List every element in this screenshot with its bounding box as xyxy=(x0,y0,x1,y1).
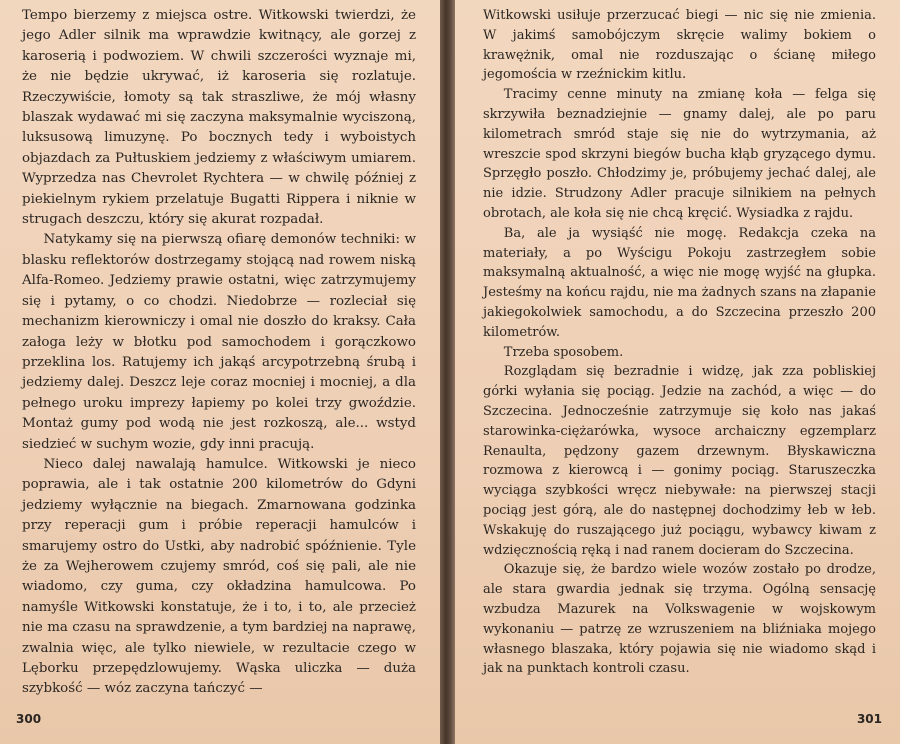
paragraph: Tempo bierzemy z miejsca ostre. Witkowski twierdzi, że jego Adler silnik ma wprawdzie kwitnący, ale gorzej z karoserią i podwoziem. W chwili szczerości wyznaje mi, że nie będzie ukrywać, iż karoseria się rozlatuje. Rzeczywiście, łomoty są tak straszliwe, że mój własny blaszak wydawać mi się zaczyna maksymalnie wyciszoną, luksusową limuzynę. Po bocznych tedy i wyboistych objazdach za Pułtuskiem jedziemy z właściwym umiarem. Wyprzedza nas Chevrolet Rychtera — w chwilę później z piekielnym rykiem przelatuje Bugatti Rippera i niknie w strugach deszczu, który się akurat rozpadał. xyxy=(22,8,416,228)
left-page-text xyxy=(22,6,416,700)
right-page-text xyxy=(483,6,876,679)
paragraph: Trzeba sposobem. xyxy=(503,344,624,360)
page-number-right: 301 xyxy=(856,712,882,726)
paragraph: Okazuje się, że bardzo wiele wozów zostało po drodze, ale stara gwardia jednak się trzyma. Ogólną sensację wzbudza Mazurek na Volkswagenie w wojskowym wykonaniu — patrzę ze wzruszeniem na bliźniaka mojego własnego blaszaka, który pojawia się nie wiadomo skąd i jak na punktach kontroli czasu. xyxy=(483,562,876,677)
paragraph: Rozglądam się bezradnie i widzę, jak zza pobliskiej górki wyłania się pociąg. Jedzie na zachód, a więc — do Szczecina. Jednocześnie zatrzymuje się koło nas jakaś starowinka-ciężarówka, wysoce archaiczny egzemplarz Renaulta, pędzony gazem drzewnym. Błyskawiczna rozmowa z kierowcą i — gonimy pociąg. Staruszeczka wyciąga szybkości wręcz niebywałe: na pierwszej stacji pociąg jest górą, ale do następnej dochodzimy łeb w łeb. Wskakuję do ruszającego już pociągu, wybawcy kiwam z wdzięcznością ręką i nad ranem docieram do Szczecina. xyxy=(483,364,876,558)
paragraph: Witkowski usiłuje przerzucać biegi — nic się nie zmienia. W jakimś samobójczym skręcie walimy bokiem o krawężnik, omal nie rozduszając o ścianę miłego jegomościa w rzeźnickim kitlu. xyxy=(483,8,876,83)
paragraph: Tracimy cenne minuty na zmianę koła — felga się skrzywiła beznadziejnie — gnamy dalej, ale po paru kilometrach smród staje się nie do wytrzymania, aż wreszcie spod skrzyni biegów bucha kłąb gryzącego dymu. Sprzęgło poszło. Chłodzimy je, próbujemy jechać dalej, ale nie idzie. Strudzony Adler pracuje silnikiem na pełnych obrotach, ale koła się nie chcą kręcić. Wysiadka z rajdu. xyxy=(483,87,876,221)
page-number-left: 300 xyxy=(16,712,42,726)
paragraph: Natykamy się na pierwszą ofiarę demonów techniki: w blasku reflektorów dostrzegamy stojącą nad rowem niską Alfa-Romeo. Jedziemy prawie ostatni, więc zatrzymujemy się i pytamy, o co chodzi. Niedobrze — rozleciał się mechanizm kierowniczy i omal nie doszło do kraksy. Cała załoga leży w błotku pod samochodem i gorączkowo przeklina los. Ratujemy ich jakąś arcypotrzebną śrubą i jedziemy dalej. Deszcz leje coraz mocniej i mocniej, a dla pełnego uroku imprezy łapiemy po kolei trzy gwoździe. Montaż gumy pod wodą nie jest rozkoszą, ale... wstyd siedzieć w suchym wozie, gdy inni pracują. xyxy=(22,232,416,452)
paragraph: Nieco dalej nawalają hamulce. Witkowski je nieco poprawia, ale i tak ostatnie 200 kilometrów do Gdyni jedziemy wyłącznie na biegach. Zmarnowana godzinka przy reperacji gum i próbie reperacji hamulców i smarujemy ostro do Ustki, aby nadrobić spóźnienie. Tyle że za Wejherowem czujemy smród, coś się pali, ale nie wiadomo, czy guma, czy okładzina hamulcowa. Po namyśle Witkowski konstatuje, że i to, i to, ale przecież nie ma czasu na sprawdzenie, a tym bardziej na naprawę, zwalnia więc, ale tylko niewiele, w rezultacie czego w Lęborku przepędzlowujemy. Wąska uliczka — duża szybkość — wóz zaczyna tańczyć — xyxy=(22,456,416,697)
paragraph: Ba, ale ja wysiąść nie mogę. Redakcja czeka na materiały, a po Wyścigu Pokoju zastrzegłem sobie maksymalną aktualność, a więc nie mogę wyjść na głupka. Jesteśmy na końcu rajdu, nie ma żadnych szans na złapanie jakiegokolwiek samochodu, a do Szczecina przeszło 200 kilometrów. xyxy=(483,225,876,340)
left-page xyxy=(0,0,440,744)
right-page xyxy=(455,0,900,744)
book-gutter xyxy=(440,0,455,744)
